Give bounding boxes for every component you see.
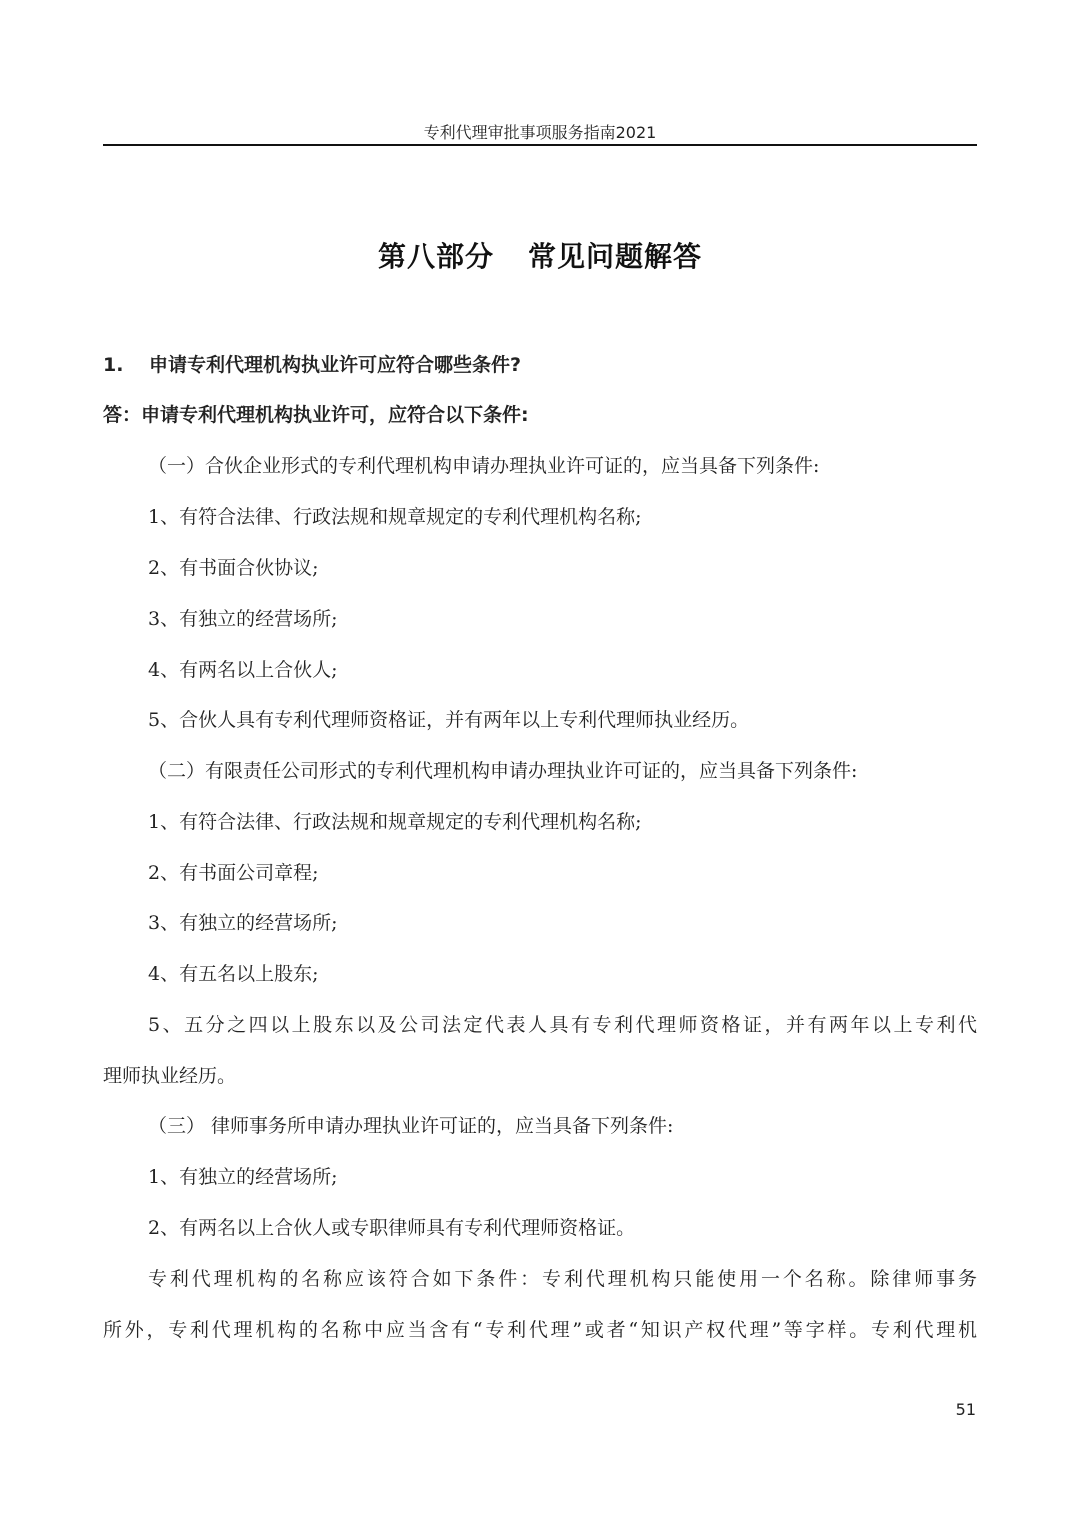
section-2-item: 4、有五名以上股东; [148,963,319,985]
section-2-heading: （二）有限责任公司形式的专利代理机构申请办理执业许可证的，应当具备下列条件: [148,760,858,782]
page-number: 51 [955,1400,976,1419]
section-2-item: 1、有符合法律、行政法规和规章规定的专利代理机构名称; [148,811,642,833]
section-1-item: 5、合伙人具有专利代理师资格证，并有两年以上专利代理师执业经历。 [148,709,750,731]
question-text: 申请专利代理机构执业许可应符合哪些条件? [149,354,522,376]
section-1-item: 2、有书面合伙协议; [148,557,319,579]
part-title [0,235,1080,275]
running-header: 专利代理审批事项服务指南2021 [423,123,657,142]
name-rule-paragraph: 专利代理机构的名称应该符合如下条件：专利代理机构只能使用一个名称。除律师事务 [148,1268,977,1290]
section-3-item: 2、有两名以上合伙人或专职律师具有专利代理师资格证。 [148,1217,636,1239]
section-1-item: 4、有两名以上合伙人; [148,659,338,681]
section-1-item: 3、有独立的经营场所; [148,608,338,630]
header-divider [103,144,977,146]
section-1-heading: （一）合伙企业形式的专利代理机构申请办理执业许可证的，应当具备下列条件: [148,455,820,477]
question-1 [103,351,521,379]
answer-intro: 答：申请专利代理机构执业许可，应符合以下条件: [103,404,529,426]
section-2-item-continued: 理师执业经历。 [103,1065,237,1087]
section-3-heading: （三） 律师事务所申请办理执业许可证的，应当具备下列条件: [148,1115,674,1137]
section-2-item: 3、有独立的经营场所; [148,912,338,934]
section-2-item: 2、有书面公司章程; [148,862,319,884]
part-label: 第八部分 [377,240,494,273]
section-2-item: 5、五分之四以上股东以及公司法定代表人具有专利代理师资格证，并有两年以上专利代 [148,1014,977,1036]
section-3-item: 1、有独立的经营场所; [148,1166,338,1188]
name-rule-paragraph-continued: 所外，专利代理机构的名称中应当含有“专利代理”或者“知识产权代理”等字样。专利代理机 [103,1319,977,1341]
part-heading: 常见问题解答 [528,240,703,273]
section-1-item: 1、有符合法律、行政法规和规章规定的专利代理机构名称; [148,506,642,528]
question-number: 1. [103,354,124,376]
